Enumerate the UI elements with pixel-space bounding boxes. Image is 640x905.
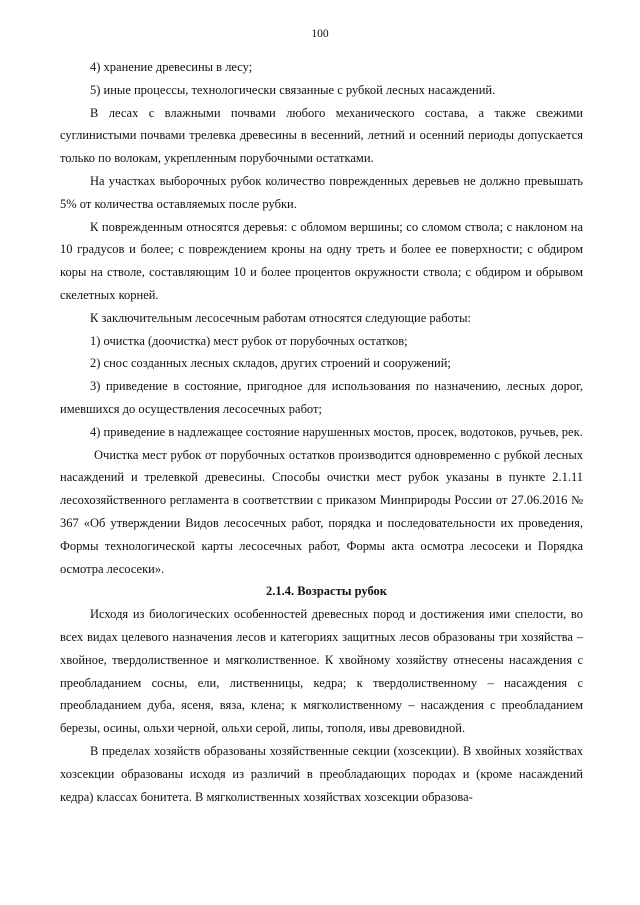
paragraph: К заключительным лесосечным работам относятся следующие работы: <box>90 310 471 325</box>
page-body <box>60 56 583 808</box>
list-item: 2) снос созданных лесных складов, других строений и сооружений; <box>90 356 451 371</box>
paragraph: В пределах хозяйств образованы хозяйственные секции (хозсекции). В хвойных хозяйствах хозсекции образованы исходя из различий в преобладающих породах и (кроме насаждений кедра) классах бонитета. В мягколиственных хозяйствах хозсекции образова- <box>60 743 583 804</box>
list-item: 3) приведение в состояние, пригодное для использования по назначению, лесных дорог, имевшихся до осуществления лесосечных работ; <box>60 379 583 416</box>
paragraph: В лесах с влажными почвами любого механического состава, а также свежими суглинистыми почвами трелевка древесины в весенний, летний и осенний периоды допускается только по волокам, укрепленным порубочными остатками. <box>60 105 583 166</box>
paragraph: К поврежденным относятся деревья: с обломом вершины; со сломом ствола; с наклоном на 10 градусов и более; с повреждением кроны на одну треть и более ее поверхности; с обдиром коры на стволе, составляющим 10 и более процентов окружности ствола; с обдиром и обрывом скелетных корней. <box>60 219 583 302</box>
paragraph: Исходя из биологических особенностей древесных пород и достижения ими спелости, во всех видах целевого назначения лесов и категориях защитных лесов образованы три хозяйства – хвойное, твердолиственное и мягколиственное. К хвойному хозяйству отнесены насаждения с преобладанием сосны, ели, лиственницы, кедра; к твердолиственному – насаждения с преобладанием дуба, ясеня, вяза, клена; к мягколиственному – насаждения с преобладанием березы, осины, ольхи черной, ольхи серой, липы, тополя, ивы древовидной. <box>60 607 583 736</box>
list-item: 1) очистка (доочистка) мест рубок от порубочных остатков; <box>90 333 408 348</box>
section-heading: 2.1.4. Возрасты рубок <box>265 584 388 599</box>
paragraph: На участках выборочных рубок количество поврежденных деревьев не должно превышать 5% от количества оставляемых после рубки. <box>60 173 583 211</box>
paragraph: 4) хранение древесины в лесу; <box>90 60 253 74</box>
list-item: 4) приведение в надлежащее состояние нарушенных мостов, просек, водотоков, ручьев, рек. <box>90 424 583 439</box>
paragraph: 5) иные процессы, технологически связанные с рубкой лесных насаждений. <box>90 82 496 97</box>
page-number: 100 <box>311 28 329 40</box>
paragraph: Очистка мест рубок от порубочных остатков производится одновременно с рубкой лесных насаждений и трелевкой древесины. Способы очистки мест рубок указаны в пункте 2.1.11 лесохозяйственного регламента в соответствии с приказом Минприроды России от 27.06.2016 № 367 «Об утверждении Видов лесосечных работ, порядка и последовательности их проведения, Формы технологической карты лесосечных работ, Формы акта осмотра лесосеки и Порядка осмотра лесосеки». <box>60 447 583 576</box>
